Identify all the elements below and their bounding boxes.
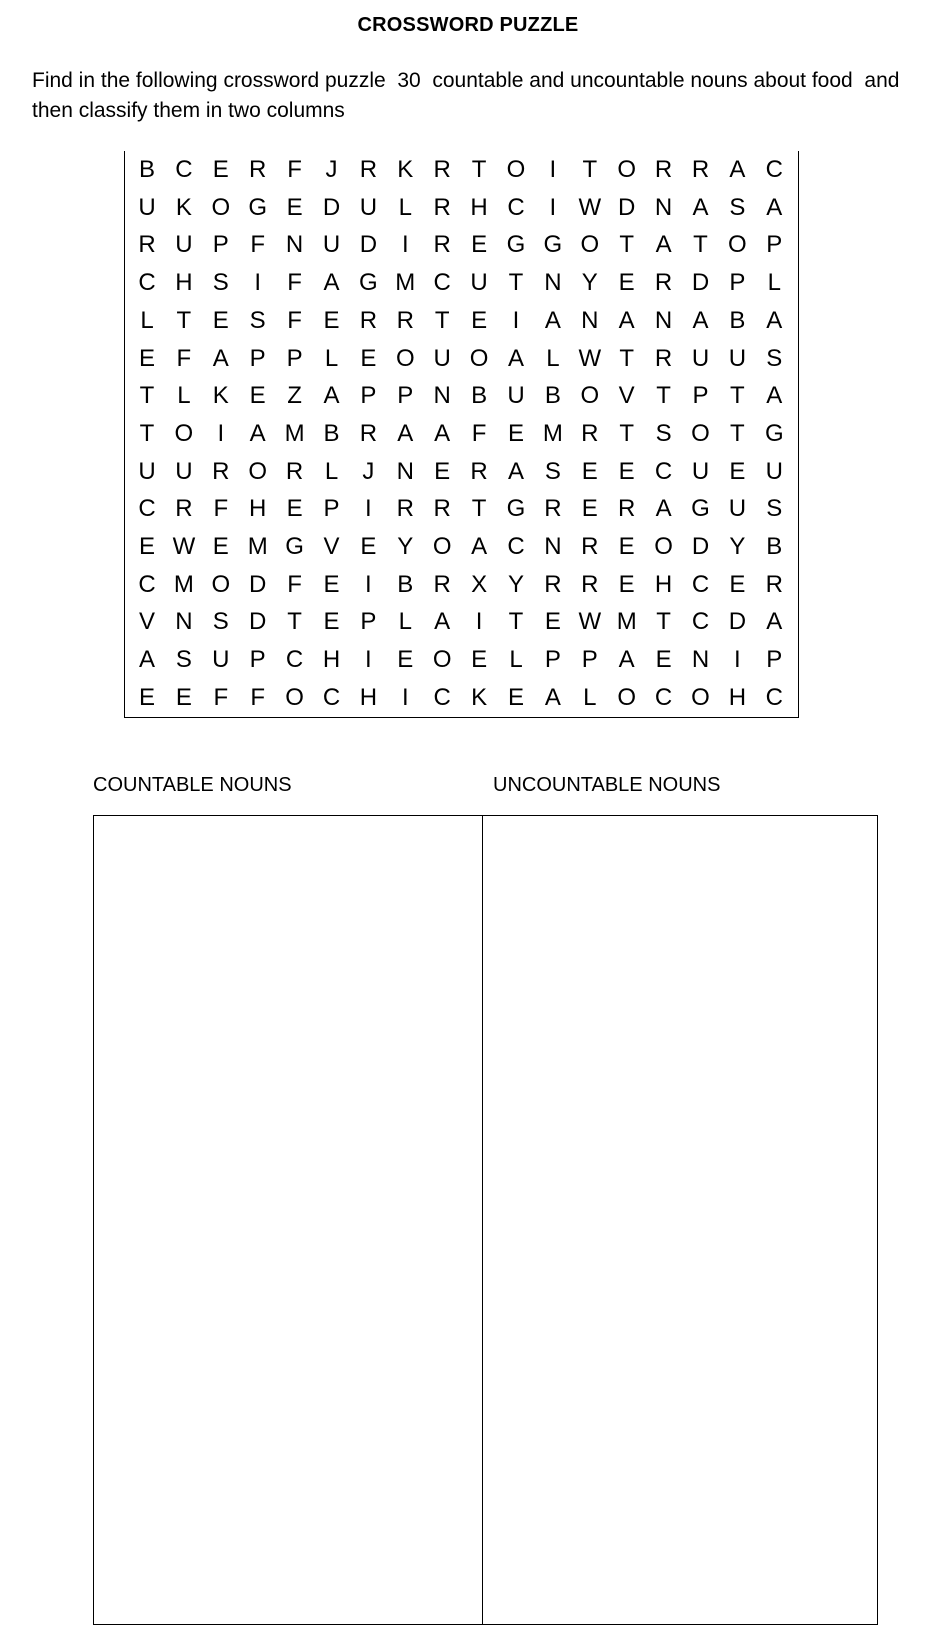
grid-letter[interactable]: L — [398, 193, 412, 221]
grid-row — [125, 453, 798, 491]
grid-letter[interactable]: S — [212, 269, 229, 297]
grid-letter[interactable]: C — [138, 495, 156, 523]
grid-letter[interactable]: X — [471, 570, 488, 598]
grid-letter[interactable]: L — [398, 608, 412, 636]
grid-letter[interactable]: C — [654, 683, 673, 711]
grid-letter[interactable]: O — [248, 457, 268, 485]
grid-letter[interactable]: E — [286, 495, 303, 523]
grid-letter[interactable]: A — [729, 156, 746, 183]
grid-letter[interactable]: O — [617, 683, 637, 711]
grid-letter[interactable]: P — [323, 495, 340, 523]
grid-letter[interactable]: R — [212, 457, 230, 485]
grid-letter[interactable]: H — [175, 269, 193, 297]
grid-letter[interactable]: E — [249, 382, 266, 410]
grid-letter[interactable]: B — [323, 419, 340, 447]
grid-letter[interactable]: D — [728, 608, 747, 636]
grid-letter[interactable]: P — [692, 382, 709, 410]
grid-letter[interactable]: A — [323, 269, 340, 297]
uncountable-nouns-column[interactable] — [484, 816, 877, 1624]
grid-letter[interactable]: Y — [397, 533, 414, 560]
grid-letter[interactable]: P — [360, 382, 377, 410]
grid-letter[interactable]: N — [544, 533, 562, 560]
grid-letter[interactable]: U — [138, 193, 156, 221]
grid-letter[interactable]: G — [506, 495, 526, 523]
grid-letter[interactable]: U — [359, 193, 378, 221]
grid-letter[interactable]: T — [508, 269, 524, 297]
grid-letter[interactable]: R — [285, 457, 304, 485]
grid-letter[interactable]: R — [359, 419, 378, 447]
grid-letter[interactable]: A — [766, 193, 783, 221]
grid-letter[interactable]: H — [654, 570, 673, 598]
grid-letter[interactable]: O — [211, 570, 231, 598]
grid-letter[interactable]: J — [325, 156, 338, 183]
grid-letter[interactable]: T — [434, 306, 450, 334]
grid-letter[interactable]: V — [323, 533, 340, 560]
grid-letter[interactable]: R — [433, 156, 451, 183]
grid-letter[interactable]: T — [139, 382, 155, 410]
grid-letter[interactable]: E — [212, 533, 229, 560]
grid-letter[interactable]: R — [544, 495, 562, 523]
grid-letter[interactable]: R — [433, 231, 451, 259]
grid-letter[interactable]: U — [138, 457, 156, 485]
grid-letter[interactable]: A — [766, 608, 783, 636]
grid-letter[interactable]: B — [397, 570, 414, 598]
grid-letter[interactable]: S — [249, 306, 266, 334]
grid-letter[interactable]: T — [693, 231, 708, 259]
grid-letter[interactable]: I — [254, 269, 262, 297]
grid-letter[interactable]: A — [138, 646, 155, 674]
grid-letter[interactable]: E — [323, 608, 340, 636]
grid-letter[interactable]: N — [691, 646, 710, 674]
grid-letter[interactable]: E — [471, 306, 488, 334]
grid-letter[interactable]: S — [766, 495, 783, 523]
grid-letter[interactable]: L — [509, 646, 523, 674]
grid-letter[interactable]: O — [728, 231, 747, 259]
grid-letter[interactable]: E — [581, 457, 598, 485]
grid-letter[interactable]: R — [433, 495, 451, 523]
grid-letter[interactable]: E — [544, 608, 561, 636]
grid-letter[interactable]: I — [401, 683, 409, 711]
grid-letter[interactable]: Y — [729, 533, 746, 560]
grid-letter[interactable]: D — [359, 231, 378, 259]
grid-letter[interactable]: T — [619, 231, 635, 259]
grid-letter[interactable]: F — [250, 683, 266, 711]
grid-letter[interactable]: O — [506, 156, 526, 183]
grid-letter[interactable]: Z — [287, 382, 302, 410]
grid-letter[interactable]: O — [285, 683, 304, 711]
grid-letter[interactable]: I — [365, 646, 372, 674]
grid-letter[interactable]: U — [470, 269, 488, 297]
grid-letter[interactable]: T — [287, 608, 302, 636]
grid-letter[interactable]: E — [138, 683, 155, 711]
uncountable-nouns-header: UNCOUNTABLE NOUNS — [493, 774, 721, 796]
grid-letter[interactable]: N — [175, 608, 193, 636]
grid-letter[interactable]: A — [766, 306, 783, 334]
grid-row — [125, 415, 798, 453]
grid-letter[interactable]: A — [323, 382, 340, 410]
grid-letter[interactable]: M — [616, 608, 637, 636]
grid-letter[interactable]: P — [360, 608, 377, 636]
grid-letter[interactable]: I — [549, 193, 557, 221]
grid-letter[interactable]: C — [322, 683, 341, 711]
grid-letter[interactable]: C — [138, 269, 156, 297]
grid-letter[interactable]: P — [212, 231, 229, 259]
grid-letter[interactable]: E — [138, 344, 155, 372]
grid-letter[interactable]: C — [691, 570, 710, 598]
grid-letter[interactable]: U — [691, 457, 710, 485]
grid-letter[interactable]: C — [175, 156, 193, 183]
grid-letter[interactable]: A — [507, 344, 524, 372]
grid-letter[interactable]: D — [249, 570, 267, 598]
grid-letter[interactable]: I — [549, 156, 557, 183]
grid-letter[interactable]: L — [324, 457, 339, 485]
grid-letter[interactable]: O — [691, 683, 710, 711]
answer-table — [93, 815, 878, 1625]
grid-letter[interactable]: E — [581, 495, 598, 523]
grid-letter[interactable]: L — [324, 344, 339, 372]
grid-letter[interactable]: A — [618, 646, 635, 674]
grid-letter[interactable]: M — [542, 419, 563, 447]
grid-letter[interactable]: O — [432, 533, 452, 560]
grid-letter[interactable]: F — [176, 344, 192, 372]
grid-letter[interactable]: F — [213, 683, 229, 711]
grid-letter[interactable]: G — [506, 231, 526, 259]
grid-letter[interactable]: T — [508, 608, 524, 636]
grid-letter[interactable]: A — [655, 231, 672, 259]
grid-letter[interactable]: P — [249, 344, 266, 372]
grid-letter[interactable]: G — [359, 269, 378, 297]
grid-letter[interactable]: R — [581, 570, 599, 598]
grid-letter[interactable]: A — [212, 344, 229, 372]
grid-letter[interactable]: R — [249, 156, 267, 183]
grid-letter[interactable]: B — [544, 382, 561, 410]
grid-letter[interactable]: E — [507, 419, 524, 447]
grid-row — [125, 151, 798, 189]
grid-letter[interactable]: T — [139, 419, 155, 447]
grid-letter[interactable]: R — [433, 570, 451, 598]
grid-letter[interactable]: O — [580, 231, 600, 259]
grid-letter[interactable]: C — [433, 683, 451, 711]
grid-letter[interactable]: S — [544, 457, 561, 485]
grid-letter[interactable]: K — [212, 382, 229, 410]
grid-letter[interactable]: D — [322, 193, 341, 221]
grid-letter[interactable]: N — [654, 306, 673, 334]
grid-letter[interactable]: U — [728, 344, 747, 372]
grid-letter[interactable]: N — [654, 193, 673, 221]
grid-letter[interactable]: Y — [507, 570, 524, 598]
grid-letter[interactable]: R — [581, 419, 599, 447]
grid-letter[interactable]: U — [433, 344, 451, 372]
grid-letter[interactable]: A — [434, 419, 451, 447]
grid-letter[interactable]: E — [618, 533, 635, 560]
grid-letter[interactable]: F — [287, 306, 302, 334]
grid-letter[interactable]: D — [691, 269, 710, 297]
grid-letter[interactable]: P — [397, 382, 414, 410]
grid-letter[interactable]: T — [582, 156, 598, 183]
grid-letter[interactable]: H — [728, 683, 747, 711]
grid-letter[interactable]: E — [618, 570, 635, 598]
grid-letter[interactable]: F — [287, 156, 302, 183]
grid-letter[interactable]: H — [470, 193, 488, 221]
grid-letter[interactable]: R — [396, 495, 414, 523]
grid-letter[interactable]: D — [691, 533, 710, 560]
grid-letter[interactable]: O — [211, 193, 231, 221]
grid-row — [125, 490, 798, 528]
grid-letter[interactable]: A — [544, 306, 561, 334]
grid-letter[interactable]: U — [765, 457, 783, 485]
grid-letter[interactable]: I — [734, 646, 741, 674]
grid-letter[interactable]: H — [249, 495, 267, 523]
grid-row — [125, 302, 798, 340]
grid-letter[interactable]: A — [618, 306, 635, 334]
grid-letter[interactable]: I — [401, 231, 409, 259]
instructions-text: Find in the following crossword puzzle 30 countable and uncountable nouns about food and then classify them in two columns — [32, 69, 906, 122]
grid-letter[interactable]: N — [581, 306, 599, 334]
grid-letter[interactable]: E — [397, 646, 414, 674]
grid-letter[interactable]: B — [729, 306, 746, 334]
grid-letter[interactable]: O — [617, 156, 637, 183]
grid-letter[interactable]: E — [618, 269, 635, 297]
grid-letter[interactable]: L — [583, 683, 597, 711]
grid-row — [125, 226, 798, 264]
grid-letter[interactable]: C — [765, 156, 783, 183]
grid-letter[interactable]: G — [691, 495, 710, 523]
grid-letter[interactable]: A — [655, 495, 672, 523]
grid-letter[interactable]: R — [175, 495, 193, 523]
grid-row — [125, 340, 798, 378]
grid-letter[interactable]: R — [654, 269, 673, 297]
grid-letter[interactable]: M — [395, 269, 416, 297]
grid-letter[interactable]: A — [692, 193, 709, 221]
grid-letter[interactable]: A — [507, 457, 524, 485]
grid-letter[interactable]: F — [287, 269, 302, 297]
grid-letter[interactable]: F — [213, 495, 229, 523]
grid-letter[interactable]: O — [432, 646, 452, 674]
grid-letter[interactable]: P — [729, 269, 746, 297]
grid-letter[interactable]: P — [249, 646, 266, 674]
grid-letter[interactable]: E — [618, 457, 635, 485]
grid-letter[interactable]: F — [287, 570, 302, 598]
grid-letter[interactable]: E — [434, 457, 451, 485]
grid-letter[interactable]: W — [578, 344, 602, 372]
grid-letter[interactable]: R — [544, 570, 562, 598]
grid-letter[interactable]: L — [767, 269, 781, 297]
grid-letter[interactable]: A — [544, 683, 561, 711]
grid-letter[interactable]: V — [618, 382, 635, 410]
grid-letter[interactable]: P — [286, 344, 303, 372]
grid-letter[interactable]: G — [764, 419, 784, 447]
grid-letter[interactable]: R — [359, 306, 378, 334]
grid-letter[interactable]: L — [177, 382, 191, 410]
grid-letter[interactable]: I — [365, 495, 372, 523]
grid-letter[interactable]: R — [654, 156, 673, 183]
grid-letter[interactable]: E — [323, 570, 340, 598]
grid-letter[interactable]: T — [471, 495, 487, 523]
grid-letter[interactable]: R — [433, 193, 451, 221]
grid-letter[interactable]: H — [322, 646, 341, 674]
grid-letter[interactable]: D — [618, 193, 636, 221]
grid-letter[interactable]: O — [395, 344, 415, 372]
grid-row — [125, 679, 798, 717]
grid-letter[interactable]: E — [175, 683, 192, 711]
grid-letter[interactable]: E — [655, 646, 672, 674]
grid-row — [125, 377, 798, 415]
grid-letter[interactable]: S — [655, 419, 672, 447]
grid-letter[interactable]: U — [212, 646, 230, 674]
grid-letter[interactable]: I — [475, 608, 483, 636]
grid-letter[interactable]: A — [766, 382, 783, 410]
grid-letter[interactable]: R — [359, 156, 378, 183]
grid-letter[interactable]: G — [248, 193, 268, 221]
grid-letter[interactable]: T — [619, 419, 635, 447]
grid-letter[interactable]: E — [471, 231, 488, 259]
grid-letter[interactable]: U — [691, 344, 710, 372]
grid-row — [125, 264, 798, 302]
grid-letter[interactable]: B — [138, 156, 155, 183]
grid-letter[interactable]: U — [507, 382, 525, 410]
grid-letter[interactable]: N — [285, 231, 304, 259]
grid-letter[interactable]: B — [766, 533, 783, 560]
grid-row — [125, 566, 798, 604]
grid-letter[interactable]: R — [618, 495, 636, 523]
grid-letter[interactable]: U — [175, 457, 193, 485]
grid-letter[interactable]: U — [175, 231, 193, 259]
grid-letter[interactable]: A — [249, 419, 266, 447]
grid-letter[interactable]: G — [285, 533, 304, 560]
grid-letter[interactable]: A — [692, 306, 709, 334]
grid-letter[interactable]: S — [766, 344, 783, 372]
grid-letter[interactable]: E — [212, 156, 229, 183]
grid-letter[interactable]: C — [507, 193, 525, 221]
grid-letter[interactable]: J — [362, 457, 375, 485]
page-title: CROSSWORD PUZZLE — [357, 14, 579, 36]
word-search-grid — [124, 151, 799, 718]
grid-letter[interactable]: C — [691, 608, 710, 636]
grid-letter[interactable]: M — [284, 419, 305, 447]
grid-letter[interactable]: A — [397, 419, 414, 447]
grid-letter[interactable]: K — [397, 156, 414, 183]
grid-letter[interactable]: E — [212, 306, 229, 334]
countable-nouns-header: COUNTABLE NOUNS — [93, 774, 292, 796]
grid-letter[interactable]: W — [578, 608, 602, 636]
grid-letter[interactable]: P — [766, 231, 783, 259]
grid-letter[interactable]: E — [729, 570, 746, 598]
grid-letter[interactable]: E — [471, 646, 488, 674]
grid-letter[interactable]: T — [656, 608, 671, 636]
grid-letter[interactable]: C — [138, 570, 156, 598]
grid-letter[interactable]: T — [619, 344, 635, 372]
grid-letter[interactable]: L — [140, 306, 154, 334]
grid-letter[interactable]: W — [172, 533, 196, 560]
grid-letter[interactable]: U — [728, 495, 747, 523]
grid-letter[interactable]: R — [470, 457, 488, 485]
grid-letter[interactable]: R — [654, 344, 673, 372]
grid-letter[interactable]: E — [360, 344, 377, 372]
grid-letter[interactable]: F — [471, 419, 487, 447]
grid-letter[interactable]: C — [433, 269, 451, 297]
grid-letter[interactable]: D — [249, 608, 267, 636]
grid-letter[interactable]: R — [138, 231, 156, 259]
grid-letter[interactable]: R — [396, 306, 414, 334]
grid-letter[interactable]: K — [471, 683, 488, 711]
grid-letter[interactable]: K — [175, 193, 192, 221]
grid-letter[interactable]: P — [766, 646, 783, 674]
grid-letter[interactable]: I — [512, 306, 520, 334]
grid-letter[interactable]: S — [175, 646, 192, 674]
grid-letter[interactable]: T — [656, 382, 671, 410]
grid-letter[interactable]: T — [471, 156, 487, 183]
grid-letter[interactable]: T — [730, 419, 745, 447]
grid-letter[interactable]: A — [434, 608, 451, 636]
grid-letter[interactable]: H — [359, 683, 378, 711]
grid-letter[interactable]: N — [544, 269, 562, 297]
grid-letter[interactable]: T — [730, 382, 745, 410]
grid-letter[interactable]: C — [654, 457, 673, 485]
grid-letter[interactable]: O — [469, 344, 489, 372]
grid-letter[interactable]: E — [507, 683, 524, 711]
grid-letter[interactable]: C — [507, 533, 525, 560]
grid-letter[interactable]: V — [138, 608, 155, 636]
grid-row — [125, 528, 798, 566]
grid-letter[interactable]: P — [581, 646, 598, 674]
countable-nouns-column[interactable] — [94, 816, 482, 1624]
grid-letter[interactable]: E — [729, 457, 746, 485]
grid-letter[interactable]: S — [212, 608, 229, 636]
grid-letter[interactable]: E — [360, 533, 377, 560]
grid-row — [125, 189, 798, 227]
grid-letter[interactable]: L — [546, 344, 560, 372]
grid-letter[interactable]: F — [250, 231, 266, 259]
grid-row — [125, 603, 798, 641]
grid-letter[interactable]: O — [174, 419, 194, 447]
grid-letter[interactable]: B — [471, 382, 488, 410]
grid-letter[interactable]: O — [654, 533, 673, 560]
grid-letter[interactable]: U — [322, 231, 341, 259]
grid-letter[interactable]: N — [396, 457, 414, 485]
grid-row — [125, 641, 798, 679]
grid-letter[interactable]: G — [543, 231, 563, 259]
grid-letter[interactable]: E — [138, 533, 155, 560]
grid-letter[interactable]: P — [544, 646, 561, 674]
grid-letter[interactable]: I — [365, 570, 372, 598]
grid-letter[interactable]: W — [578, 193, 602, 221]
grid-letter[interactable]: M — [247, 533, 268, 560]
column-divider — [482, 816, 483, 1624]
grid-letter[interactable]: I — [217, 419, 225, 447]
grid-letter[interactable]: C — [285, 646, 304, 674]
grid-letter[interactable]: E — [286, 193, 303, 221]
grid-letter[interactable]: S — [729, 193, 746, 221]
grid-letter[interactable]: E — [323, 306, 340, 334]
grid-letter[interactable]: T — [176, 306, 192, 334]
grid-letter[interactable]: C — [765, 683, 783, 711]
grid-letter[interactable]: A — [471, 533, 488, 560]
grid-letter[interactable]: M — [173, 570, 194, 598]
grid-letter[interactable]: O — [691, 419, 710, 447]
grid-letter[interactable]: O — [580, 382, 600, 410]
grid-letter[interactable]: R — [691, 156, 710, 183]
grid-letter[interactable]: R — [765, 570, 783, 598]
grid-letter[interactable]: R — [581, 533, 599, 560]
grid-letter[interactable]: N — [433, 382, 451, 410]
grid-letter[interactable]: Y — [581, 269, 598, 297]
